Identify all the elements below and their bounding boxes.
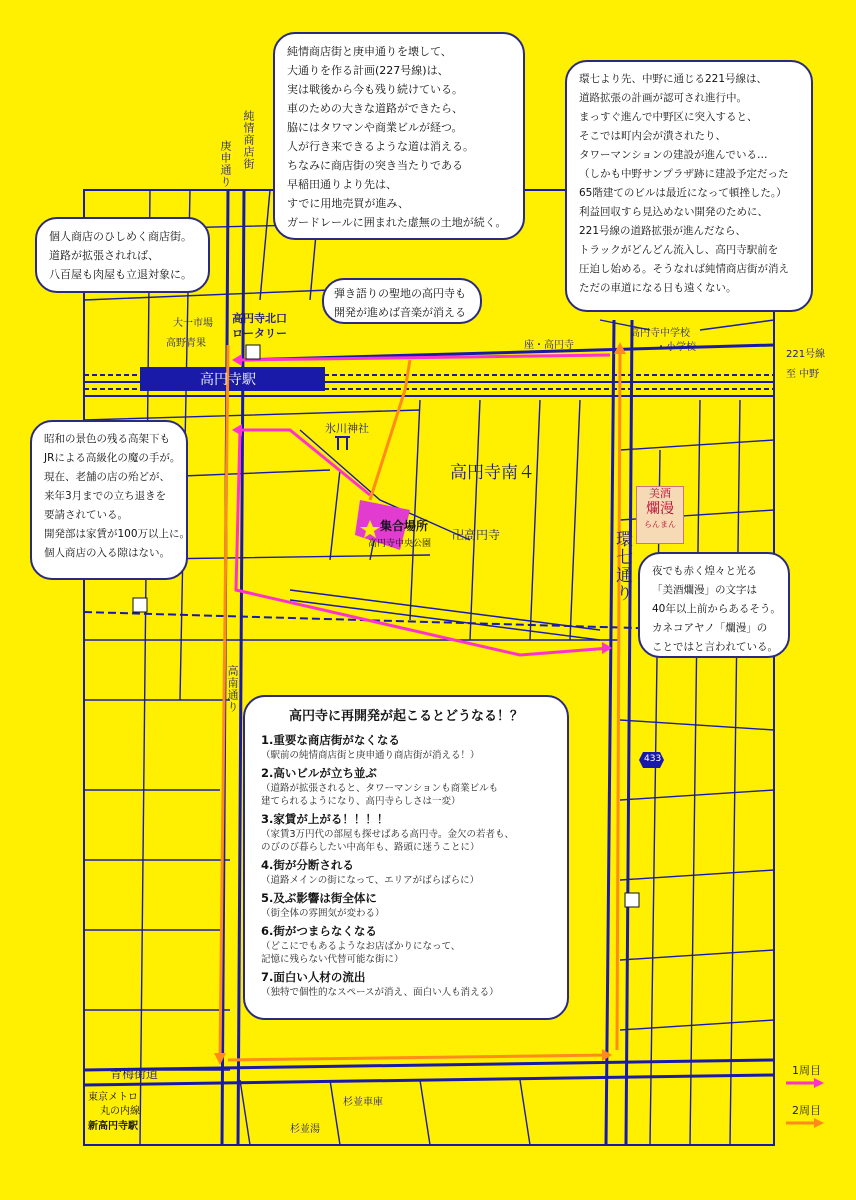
bubble-line: ただの車道になる日も遠くない。: [579, 282, 737, 294]
rotary-label-1: 高円寺北口: [232, 312, 287, 325]
point-detail: のびのび暮らしたい中高年も、路頭に迷うことに）: [261, 842, 480, 853]
station-label: 高円寺駅: [200, 372, 256, 388]
bubble-line: そこでは町内会が潰されたり、: [579, 130, 726, 142]
ichiba-label: 大一市場: [173, 318, 213, 329]
bubble-line: 車のための大きな道路ができたら、: [287, 102, 463, 115]
point-detail: （駅前の純情商店街と庚申通り商店街が消える！）: [261, 750, 480, 761]
bubble-line: 開発部は家賃が100万以上に。: [44, 528, 191, 540]
route221-label: 221号線: [786, 349, 826, 360]
bubble-music: [322, 278, 482, 324]
rotary-label-2: ロータリー: [232, 327, 287, 340]
legend-lap2: 2周目: [792, 1104, 821, 1117]
bubble-line: 個人商店の入る隙はない。: [44, 547, 170, 559]
point-detail: 記憶に残らない代替可能な街に）: [261, 954, 404, 965]
koushin-label: 庚申通り: [219, 140, 232, 188]
bubble-line: ことではと言われている。: [652, 641, 778, 653]
bubble-line: 個人商店のひしめく商店街。: [49, 230, 192, 243]
bubble-line: 40年以上前からあるそう。: [652, 603, 781, 615]
bubble-221-route: [565, 60, 813, 312]
seika-label: 高野青果: [166, 338, 206, 349]
neon-text-3: らんまん: [644, 520, 676, 529]
bubble-line: カネコアヤノ「爛漫」の: [652, 622, 768, 634]
point-heading: 1.重要な商店街がなくなる: [261, 733, 400, 747]
bubble-line: 221号線の道路拡張が進んだなら、: [579, 225, 747, 237]
bubble-line: 65階建てのビルは最近になって頓挫した。）: [579, 187, 787, 199]
bubble-line: 人が行き来できるような道は消える。: [287, 140, 474, 153]
bubble-line: 昭和の景色の残る高架下も: [44, 433, 170, 445]
hikawa-label: 氷川神社: [325, 422, 369, 435]
bubble-line: ガードレールに囲まれた虚無の土地が続く。: [287, 216, 507, 229]
bubble-line: 道路が拡張されれば、: [49, 249, 159, 262]
torii-icon: [335, 437, 350, 450]
point-detail: 建てられるようになり、高円寺らしさは一変）: [261, 796, 461, 807]
school-label-1: 高円寺中学校: [630, 328, 690, 339]
park-label: 高円寺中央公園: [368, 539, 432, 549]
bubble-shotengai: [35, 217, 210, 293]
bubble-line: 要請されている。: [44, 509, 128, 521]
bubble-line: 大通りを作る計画(227号線)は、: [287, 64, 449, 77]
metro-label-2: 丸の内線: [100, 1106, 140, 1117]
ranman-neon-sign: [636, 486, 684, 544]
toilet-icon: [625, 893, 639, 907]
meeting-label: 集合場所: [380, 519, 429, 533]
point-detail: （道路メインの街になって、エリアがばらばらに）: [261, 875, 480, 886]
bubble-line: 来年3月までの立ち退きを: [44, 490, 167, 502]
bubble-line: 「美酒爛漫」の文字は: [652, 584, 757, 596]
route-lap1-arrows: [232, 354, 612, 654]
minami-label: 高円寺南４: [450, 463, 535, 483]
point-detail: （家賃3万円代の部屋も探せばある高円寺。金欠の若者も、: [261, 829, 515, 840]
bubble-line: ちなみに商店街の突き当たりである: [287, 159, 463, 172]
bubble-line: 圧迫し始める。そうなれば純情商店街が消え: [579, 263, 789, 275]
bubble-line: 開発が進めば音楽が消える: [334, 306, 466, 319]
point-heading: 2.高いビルが立ち並ぶ: [261, 766, 377, 780]
temple-label: 卍高円寺: [452, 528, 501, 542]
point-heading: 7.面白い人材の流出: [261, 970, 366, 984]
bubble-line: 八百屋も肉屋も立退対象に。: [49, 268, 192, 281]
bubble-koukashita: [30, 420, 191, 580]
sugiyu-label: 杉並湯: [290, 1124, 320, 1135]
point-heading: 5.及ぶ影響は街全体に: [261, 891, 377, 905]
toilet-icon: [133, 598, 147, 612]
kounan-label: 高南通り: [226, 665, 239, 713]
bubble-ranman: [638, 552, 790, 658]
bubble-line: 利益回収すら見込めない開発のために、: [579, 206, 768, 218]
legend-lap1: 1周目: [792, 1064, 821, 1077]
point-detail: （道路が拡張されると、タワーマンションも商業ビルも: [261, 783, 499, 794]
bubble-line: 環七より先、中野に通じる221号線は、: [579, 73, 768, 85]
nakano-label: 至 中野: [786, 369, 820, 380]
point-heading: 3.家賃が上がる！！！！: [261, 812, 389, 826]
bubble-line: 純情商店街と庚申通りを壊して、: [287, 45, 452, 58]
point-detail: （どこにでもあるようなお店ばかりになって、: [261, 941, 461, 952]
bubble-line: 現在、老舗の店の殆どが、: [44, 471, 170, 483]
redevelopment-points-box: [243, 695, 569, 1020]
junjou-label: 純情商店街: [242, 110, 255, 170]
point-detail: （街全体の雰囲気が変わる）: [261, 908, 385, 919]
bubble-line: JRによる高級化の魔の手が。: [44, 452, 181, 464]
point-detail: （独特で個性的なスペースが消え、面白い人も消える）: [261, 987, 499, 998]
za-label: 座・高円寺: [524, 340, 574, 351]
bubble-line: 弾き語りの聖地の高円寺も: [334, 287, 466, 300]
point-heading: 4.街が分断される: [261, 858, 354, 872]
points-title: 高円寺に再開発が起こるとどうなる！？: [288, 709, 523, 724]
bubble-line: 道路拡張の計画が認可され進行中。: [579, 92, 747, 104]
metro-label-1: 東京メトロ: [88, 1092, 138, 1103]
route-lap1: [236, 355, 610, 655]
metro-label-3: 新高円寺駅: [88, 1121, 138, 1132]
kannana-label: 環七通り: [612, 530, 632, 602]
route-433-label: 433: [644, 754, 662, 764]
garage-label: 杉並車庫: [343, 1097, 383, 1108]
bubble-line: 脇にはタワマンや商業ビルが経つ。: [287, 121, 463, 134]
bubble-line: 実は戦後から今も残り続けている。: [287, 83, 463, 96]
bubble-line: タワーマンションの建設が進んでいる…: [579, 149, 768, 161]
bubble-line: まっすぐ進んで中野区に突入すると、: [579, 111, 758, 123]
toilet-icon: [246, 345, 260, 359]
bubble-line: すでに用地売買が進み、: [287, 197, 409, 210]
bubble-227-plan: [273, 32, 525, 240]
bubble-line: トラックがどんどん流入し、高円寺駅前を: [579, 244, 779, 256]
ome-label: 青梅街道: [110, 1067, 159, 1081]
bubble-line: 夜でも赤く煌々と光る: [652, 565, 757, 577]
bubble-line: （しかも中野サンプラザ跡に建設予定だった: [579, 168, 789, 180]
neon-text-1: 美酒: [649, 487, 671, 500]
neon-text-2: 爛漫: [646, 501, 674, 517]
school-label-2: ・小学校: [656, 342, 696, 353]
point-heading: 6.街がつまらなくなる: [261, 924, 377, 938]
bubble-line: 早稲田通りより先は、: [287, 178, 397, 191]
